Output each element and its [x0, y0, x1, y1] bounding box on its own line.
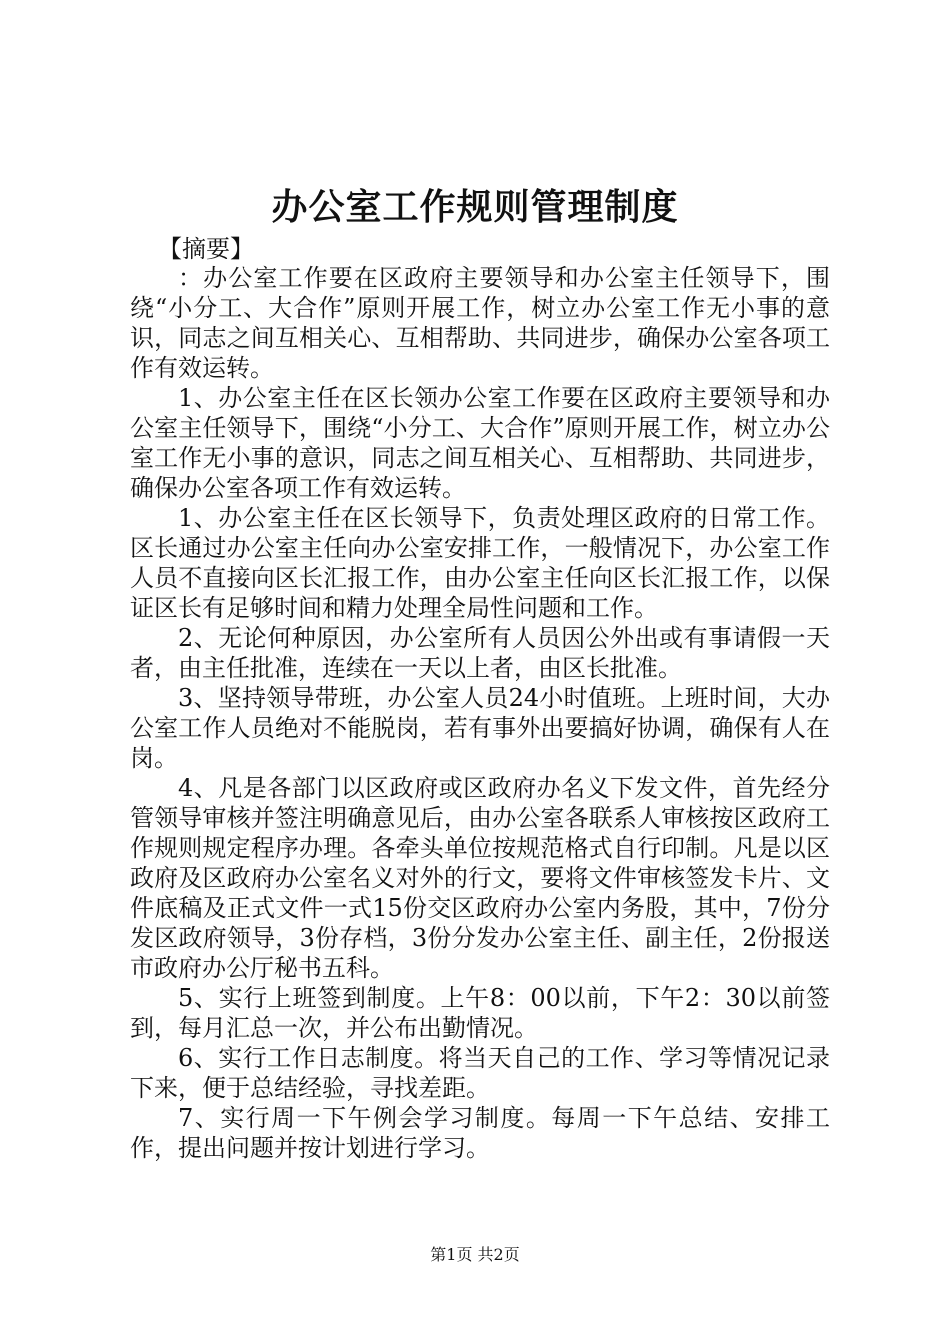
abstract-paragraph: ：办公室工作要在区政府主要领导和办公室主任领导下，围绕“小分工、大合作”原则开展工作，树立办公室工作无小事的意识，同志之间互相关心、互相帮助、共同进步，确保办公室各项工作有效运转。 [130, 264, 830, 382]
rule-paragraph-5: 5、实行上班签到制度。上午8：00以前，下午2：30以前签到，每月汇总一次，并公布出勤情况。 [130, 984, 830, 1042]
rule-paragraph-4: 4、凡是各部门以区政府或区政府办名义下发文件，首先经分管领导审核并签注明确意见后，由办公室各联系人审核按区政府工作规则规定程序办理。各牵头单位按规范格式自行印制。凡是以区政府及区政府办公室名义对外的行文，要将文件审核签发卡片、文件底稿及正式文件一式15份交区政府办公室内务股，其中，7份分发区政府领导，3份存档，3份分发办公室主任、副主任，2份报送市政府办公厅秘书五科。 [130, 774, 830, 982]
rule-paragraph-1b: 1、办公室主任在区长领导下，负责处理区政府的日常工作。区长通过办公室主任向办公室安排工作，一般情况下，办公室工作人员不直接向区长汇报工作，由办公室主任向区长汇报工作，以保证区长有足够时间和精力处理全局性问题和工作。 [130, 504, 830, 622]
rule-paragraph-2: 2、无论何种原因，办公室所有人员因公外出或有事请假一天者，由主任批准，连续在一天以上者，由区长批准。 [130, 624, 830, 682]
document-body [130, 263, 830, 1163]
document-title: 办公室工作规则管理制度 [271, 186, 679, 228]
rule-paragraph-7: 7、实行周一下午例会学习制度。每周一下午总结、安排工作，提出问题并按计划进行学习。 [130, 1104, 830, 1162]
rule-paragraph-1a: 1、办公室主任在区长领办公室工作要在区政府主要领导和办公室主任领导下，围绕“小分工、大合作”原则开展工作，树立办公室工作无小事的意识，同志之间互相关心、互相帮助、共同进步，确保办公室各项工作有效运转。 [130, 384, 830, 502]
abstract-label: 【摘要】 [158, 235, 254, 263]
page-footer: 第1页 共2页 [430, 1245, 520, 1264]
rule-paragraph-3: 3、坚持领导带班，办公室人员24小时值班。上班时间，大办公室工作人员绝对不能脱岗，若有事外出要搞好协调，确保有人在岗。 [130, 684, 830, 772]
rule-paragraph-6: 6、实行工作日志制度。将当天自己的工作、学习等情况记录下来，便于总结经验，寻找差距。 [130, 1044, 830, 1102]
